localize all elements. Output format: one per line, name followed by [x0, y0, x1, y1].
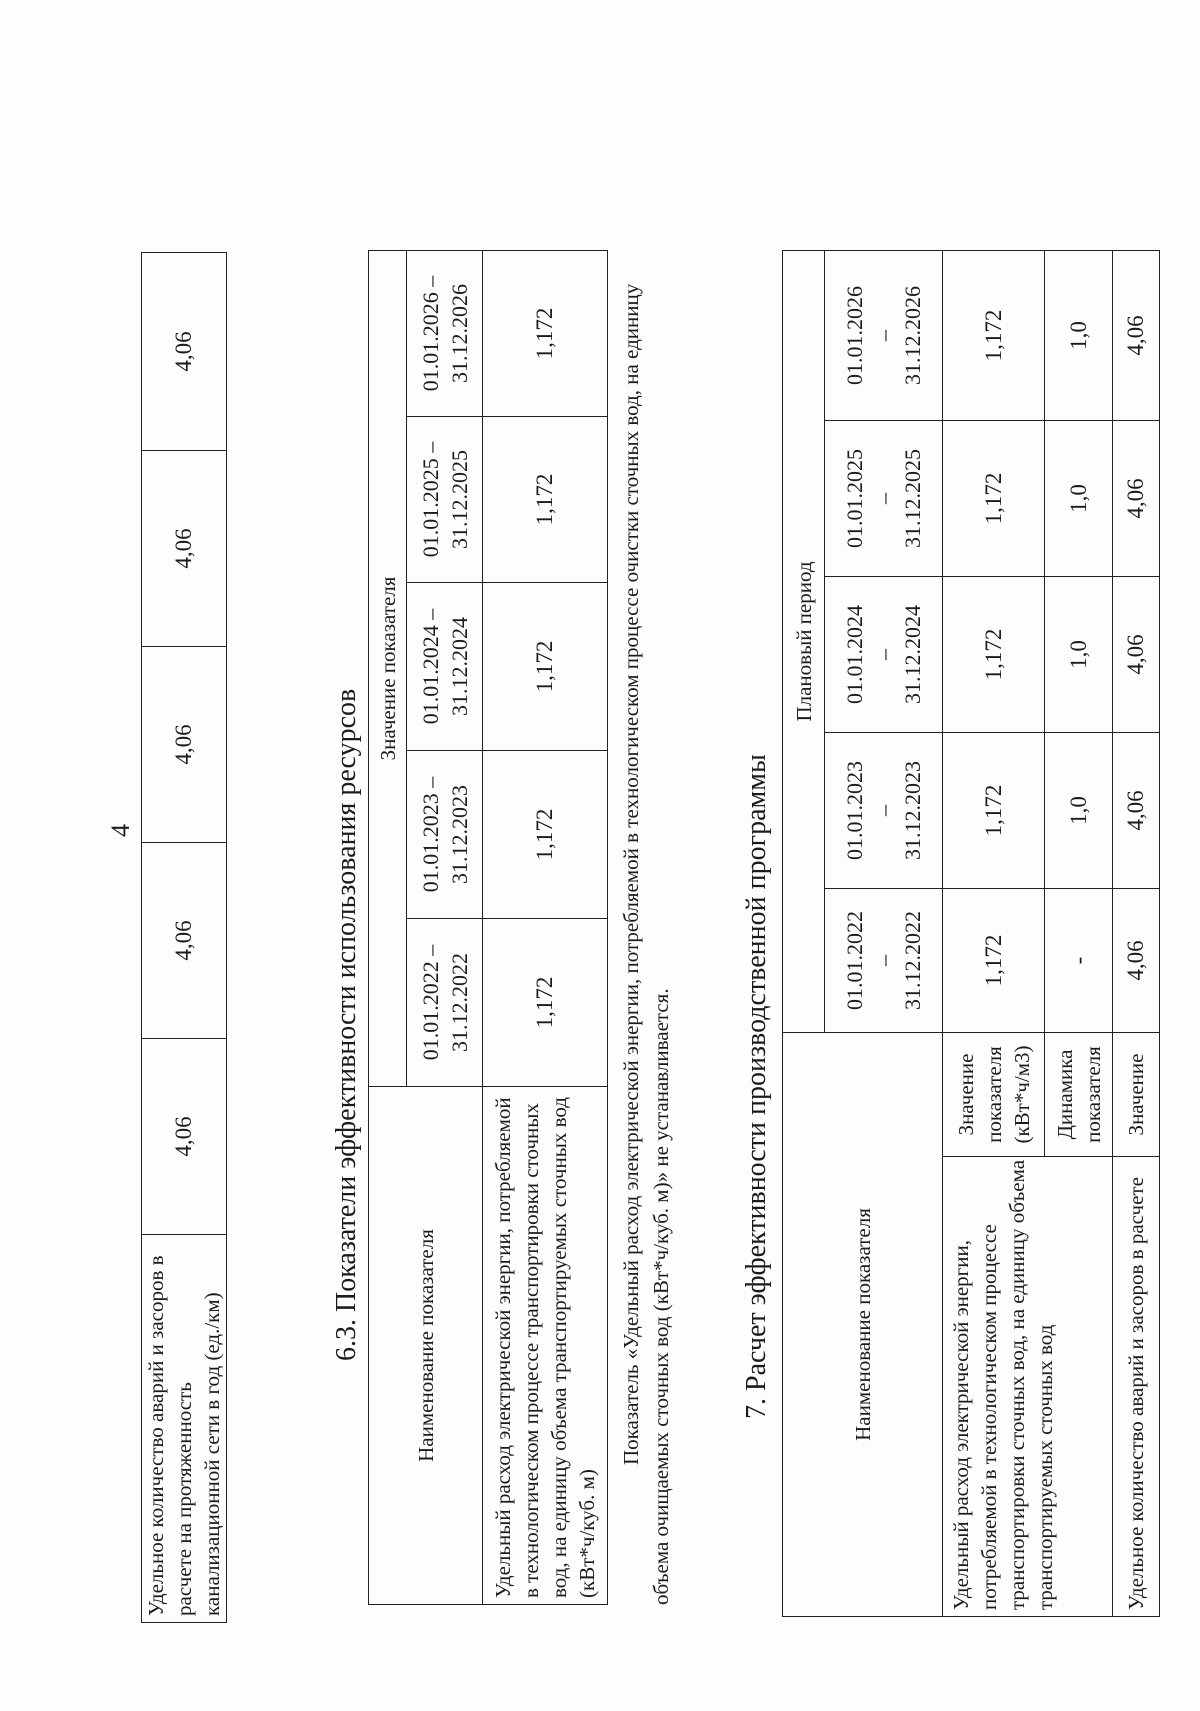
rotated-content	[40, 75, 1160, 1655]
row2-sub: Значение	[1113, 1032, 1160, 1156]
header-name: Наименование показателя	[369, 1087, 483, 1605]
value-cell: 1,172	[483, 919, 608, 1087]
value-cell: 1,172	[483, 751, 608, 919]
top-value: 4,06	[142, 1039, 227, 1235]
value-cell: 1,172	[943, 420, 1045, 576]
period-cell: 01.01.2022 – 31.12.2022	[825, 888, 943, 1032]
top-value: 4,06	[142, 253, 227, 451]
value-cell: 1,172	[483, 417, 608, 583]
period-cell: 01.01.2023 – 31.12.2023	[407, 751, 483, 919]
period-cell: 01.01.2026 – 31.12.2026	[825, 250, 943, 420]
row1-sub2: Динамика показателя	[1045, 1032, 1113, 1156]
period-cell: 01.01.2023 – 31.12.2023	[825, 732, 943, 888]
top-table	[141, 252, 227, 1623]
program-table	[782, 250, 1160, 1617]
value-cell: 1,0	[1045, 420, 1113, 576]
period-cell: 01.01.2024 – 31.12.2024	[407, 583, 483, 751]
top-value: 4,06	[142, 451, 227, 647]
value-cell: 1,172	[943, 732, 1045, 888]
value-cell: 4,06	[1113, 250, 1160, 420]
section-7-heading: 7. Расчет эффективности производственной программы	[741, 754, 772, 1419]
row2-name: Удельное количество аварий и засоров в расчете	[1113, 1157, 1160, 1617]
top-row-name: Удельное количество аварий и засоров в расчете на протяженность канализационной сети в год (ед./км)	[142, 1235, 227, 1623]
value-cell: 1,0	[1045, 732, 1113, 888]
period-cell: 01.01.2022 – 31.12.2022	[407, 919, 483, 1087]
value-cell: 4,06	[1113, 420, 1160, 576]
value-cell: 1,0	[1045, 576, 1113, 732]
top-value: 4,06	[142, 647, 227, 843]
value-cell: 1,172	[483, 583, 608, 751]
value-cell: 4,06	[1113, 732, 1160, 888]
value-cell: 1,172	[943, 250, 1045, 420]
value-cell: 1,0	[1045, 250, 1113, 420]
period-cell: 01.01.2026 – 31.12.2026	[407, 250, 483, 416]
header-name: Наименование показателя	[783, 1032, 943, 1616]
period-cell: 01.01.2025 – 31.12.2025	[407, 417, 483, 583]
row1-name: Удельный расход электрической энергии, потребляемой в технологическом процессе транспортировки сточных вод, на единицу объема транспортируемых сточных вод	[943, 1157, 1113, 1617]
header-period: Плановый период	[783, 250, 825, 1032]
note-paragraph: Показатель «Удельный расход электрической энергии, потребляемой в технологическом процессе очистки сточных вод, на единицу объема очищаемых сточных вод (кВт*ч/куб. м)» не устанавливается.	[619, 283, 673, 1605]
value-cell: 1,172	[943, 576, 1045, 732]
efficiency-table	[368, 250, 608, 1605]
value-cell: 4,06	[1113, 888, 1160, 1032]
value-cell: 4,06	[1113, 576, 1160, 732]
page-number: 4	[106, 824, 135, 837]
row-name: Удельный расход электрической энергии, потребляемой в технологическом процессе транспортировки сточных вод, на единицу объема транспортируемых сточных вод (кВт*ч/куб. м)	[483, 1087, 608, 1605]
value-cell: 1,172	[483, 250, 608, 416]
top-value: 4,06	[142, 843, 227, 1039]
period-cell: 01.01.2024 – 31.12.2024	[825, 576, 943, 732]
value-cell: -	[1045, 888, 1113, 1032]
header-value: Значение показателя	[369, 250, 407, 1086]
section-63-heading: 6.3. Показатели эффективности использования ресурсов	[331, 688, 362, 1361]
period-cell: 01.01.2025 – 31.12.2025	[825, 420, 943, 576]
row1-sub1: Значение показателя (кВт*ч/м3)	[943, 1032, 1045, 1156]
value-cell: 1,172	[943, 888, 1045, 1032]
